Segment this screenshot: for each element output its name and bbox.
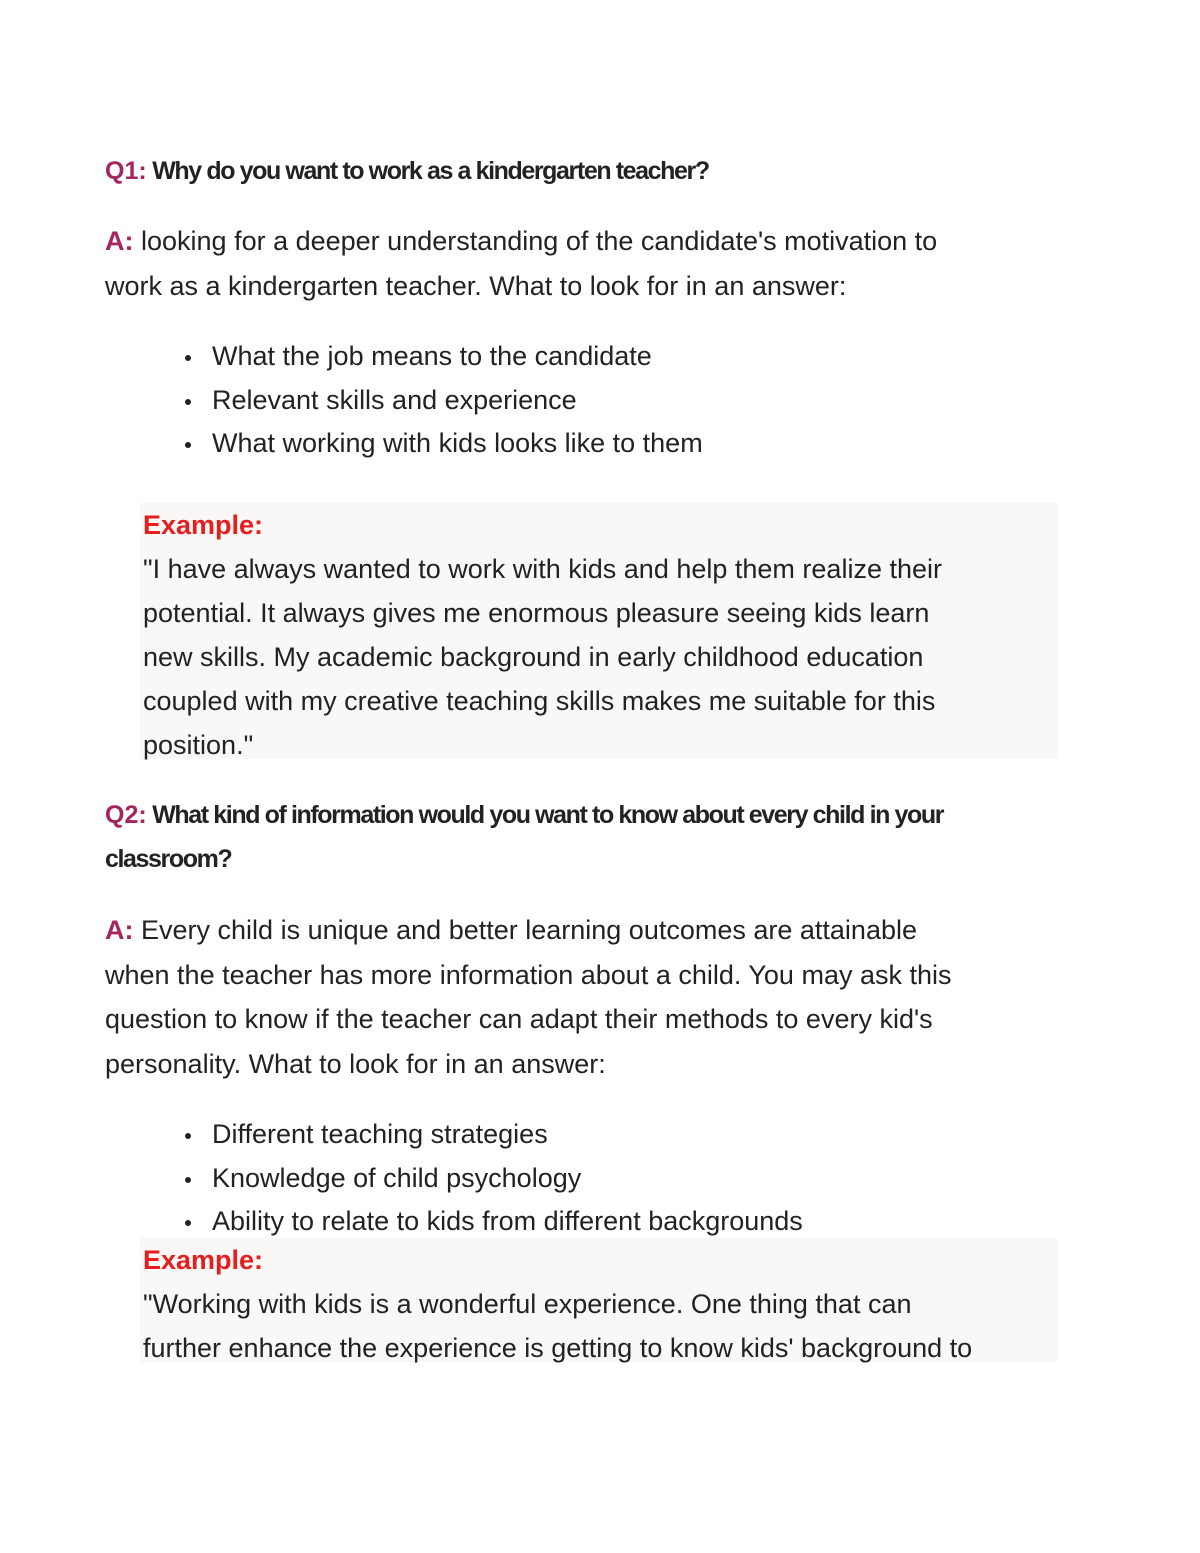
- answer-1-line: [105, 219, 1065, 264]
- example-1-line: new skills. My academic background in early childhood education: [143, 642, 924, 672]
- list-item: [185, 379, 703, 423]
- bullet-icon: [185, 1133, 191, 1139]
- example-2-line: "Working with kids is a wonderful experience. One thing that can: [143, 1289, 912, 1319]
- example-1-line: potential. It always gives me enormous pleasure seeing kids learn: [143, 598, 930, 628]
- example-1-line: position.": [143, 730, 254, 760]
- question-2-prefix: Q2:: [105, 801, 147, 829]
- list-item: [185, 1200, 803, 1244]
- example-1-box: [140, 503, 1058, 759]
- example-2-line: further enhance the experience is getting to know kids' background to: [143, 1333, 973, 1363]
- question-2-text: What kind of information would you want to know about every child in your: [152, 801, 944, 829]
- question-2-line-2: classroom?: [105, 845, 232, 873]
- example-1-text: [143, 547, 1058, 767]
- bullet-icon: [185, 399, 191, 405]
- question-2: [105, 793, 1065, 881]
- example-1-line: "I have always wanted to work with kids and help them realize their: [143, 554, 942, 584]
- answer-1-bullet-list: [105, 335, 703, 466]
- answer-1-prefix: A:: [105, 226, 134, 256]
- answer-1: [105, 219, 1065, 308]
- example-2-box: [140, 1238, 1058, 1362]
- answer-2: [105, 908, 1065, 1086]
- question-1-text: Why do you want to work as a kindergarten teacher?: [152, 157, 709, 185]
- bullet-icon: [185, 442, 191, 448]
- example-1-label: Example:: [143, 510, 264, 540]
- question-2-line-1: [105, 793, 1065, 837]
- list-item-text: Different teaching strategies: [212, 1119, 548, 1149]
- bullet-icon: [185, 355, 191, 361]
- answer-2-line-4: personality. What to look for in an answer:: [105, 1048, 606, 1079]
- bullet-icon: [185, 1177, 191, 1183]
- answer-2-bullet-list: [105, 1113, 803, 1244]
- answer-2-line-3: question to know if the teacher can adapt their methods to every kid's: [105, 1004, 933, 1034]
- list-item: [185, 1113, 803, 1157]
- list-item: [185, 335, 703, 379]
- answer-1-line-2: work as a kindergarten teacher. What to look for in an answer:: [105, 270, 847, 301]
- list-item-text: Relevant skills and experience: [212, 384, 577, 415]
- list-item-text: What working with kids looks like to them: [212, 428, 703, 458]
- question-1: [105, 149, 709, 193]
- answer-2-line-1: Every child is unique and better learning outcomes are attainable: [141, 915, 917, 945]
- list-item: [185, 1157, 803, 1201]
- answer-2-line: [105, 908, 1065, 953]
- example-2-label: Example:: [143, 1245, 264, 1275]
- example-2-text: [143, 1282, 1058, 1370]
- list-item-text: Knowledge of child psychology: [212, 1162, 582, 1193]
- example-1-line: coupled with my creative teaching skills makes me suitable for this: [143, 686, 936, 716]
- bullet-icon: [185, 1220, 191, 1226]
- list-item: [185, 422, 703, 466]
- answer-2-prefix: A:: [105, 915, 134, 945]
- question-1-prefix: Q1:: [105, 157, 147, 185]
- answer-1-line-1: looking for a deeper understanding of the candidate's motivation to: [141, 226, 938, 256]
- answer-2-line-2: when the teacher has more information about a child. You may ask this: [105, 959, 952, 990]
- list-item-text: What the job means to the candidate: [212, 341, 652, 371]
- list-item-text: Ability to relate to kids from different backgrounds: [212, 1206, 803, 1236]
